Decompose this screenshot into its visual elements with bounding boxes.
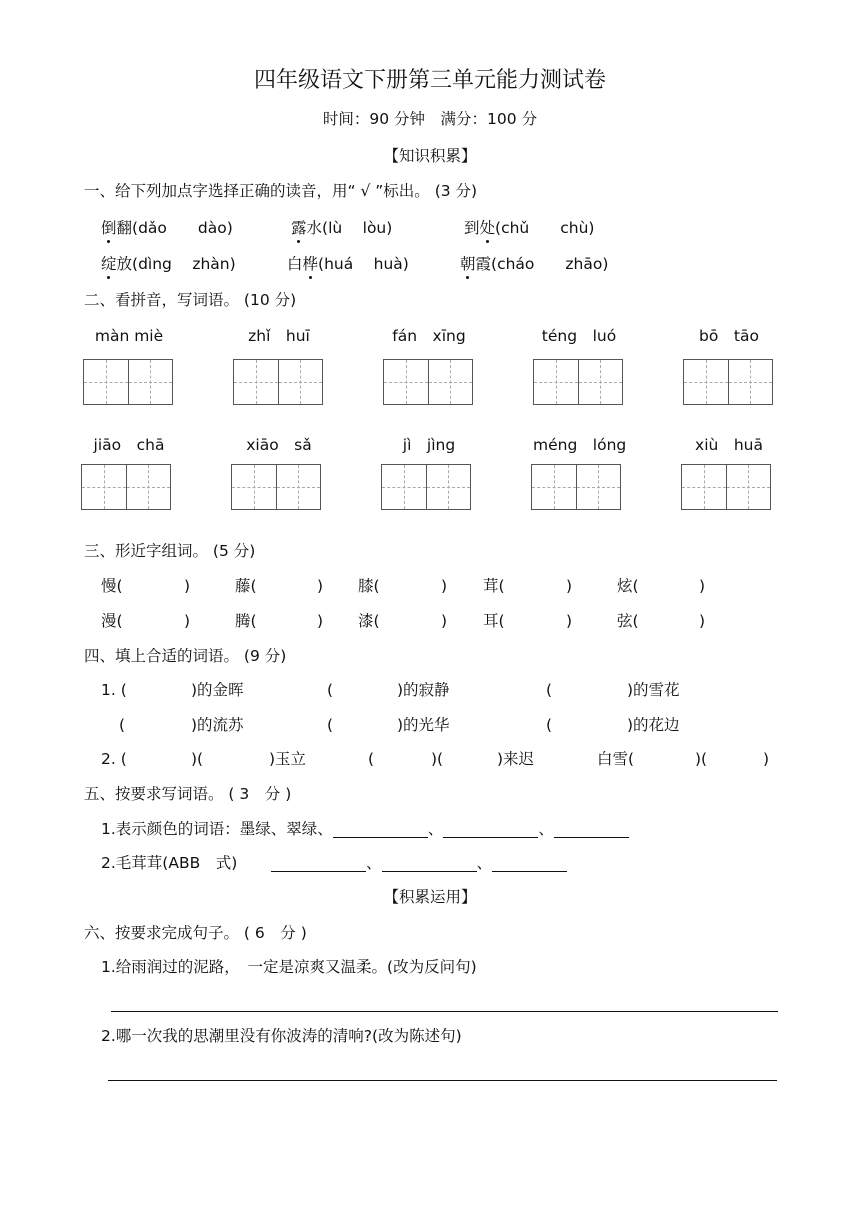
section-apply: 【积累运用】 — [383, 888, 477, 906]
q1-heading: 一、给下列加点字选择正确的读音，用“ √ ”标出。 (3 分) — [84, 182, 478, 200]
grid-cell[interactable] — [277, 465, 321, 509]
q3-answer-slot[interactable] — [647, 612, 697, 630]
q3-answer-slot[interactable] — [388, 612, 439, 630]
separator: 、 — [476, 854, 493, 872]
q4-text: )的雪花 — [627, 681, 680, 699]
q3-char: 炫( — [617, 577, 639, 595]
q2-writing-grid[interactable] — [533, 359, 623, 405]
q1-pinyin-options[interactable]: (chǔ chù) — [495, 219, 595, 237]
q3-answer-slot[interactable] — [388, 577, 439, 595]
q2-writing-grid[interactable] — [383, 359, 473, 405]
q4-text: )的流苏 — [191, 716, 244, 734]
q3-paren-close: ) — [317, 577, 324, 595]
q2-writing-grid[interactable] — [381, 464, 471, 510]
q4-text: ( — [368, 750, 375, 768]
grid-cell[interactable] — [232, 465, 277, 509]
q3-paren-close: ) — [441, 612, 448, 630]
q5-line-2 — [101, 856, 567, 872]
q3-paren-close: ) — [566, 577, 573, 595]
q2-pinyin-label: téng luó — [541, 327, 617, 345]
grid-cell[interactable] — [534, 360, 579, 404]
answer-blank[interactable] — [333, 823, 428, 838]
q3-char: 慢( — [101, 577, 123, 595]
q1-char-post: 霞 — [475, 255, 492, 273]
q4-text: )玉立 — [269, 750, 307, 768]
separator: 、 — [427, 820, 444, 838]
q1-item — [101, 221, 233, 237]
q1-pinyin-options[interactable]: (dǎo dào) — [132, 219, 233, 237]
q5-line-1-text: 1.表示颜色的词语：墨绿、翠绿、 — [101, 820, 333, 838]
q3-char: 漆( — [358, 612, 380, 630]
q4-text: ( — [119, 716, 126, 734]
grid-cell[interactable] — [427, 465, 471, 509]
separator: 、 — [366, 854, 382, 872]
q4-text: )的光华 — [397, 716, 450, 734]
q1-char-post: 翻 — [116, 219, 133, 237]
grid-cell[interactable] — [729, 360, 773, 404]
q6-answer-line-2[interactable] — [108, 1080, 777, 1081]
q6-sentence-2: 2.哪一次我的思潮里没有你波涛的清响?(改为陈述句) — [101, 1027, 462, 1045]
q6-answer-line-1[interactable] — [111, 1011, 778, 1012]
q3-paren-close: ) — [699, 577, 706, 595]
separator: 、 — [538, 820, 554, 838]
q1-dotted-char: 绽 — [101, 255, 117, 273]
q3-paren-close: ) — [441, 577, 448, 595]
grid-cell[interactable] — [382, 465, 427, 509]
q4-text: )的寂静 — [397, 681, 450, 699]
q3-char: 弦( — [617, 612, 639, 630]
grid-cell[interactable] — [577, 465, 621, 509]
q1-dotted-char: 露 — [291, 219, 307, 237]
q2-writing-grid[interactable] — [531, 464, 621, 510]
q2-pinyin-label: fán xīng — [392, 327, 466, 345]
q1-char-post: 放 — [116, 255, 133, 273]
q1-dotted-char: 处 — [479, 219, 496, 237]
q1-char-pre: 到 — [464, 219, 480, 237]
q4-text: ( — [327, 681, 334, 699]
q4-text: )的金晖 — [191, 681, 244, 699]
q3-paren-close: ) — [317, 612, 324, 630]
answer-blank[interactable] — [382, 857, 477, 872]
q3-char: 茸( — [483, 577, 505, 595]
q1-item — [287, 257, 409, 273]
q2-writing-grid[interactable] — [681, 464, 771, 510]
q4-text: )( — [695, 750, 708, 768]
q4-text: )( — [431, 750, 444, 768]
q3-paren-close: ) — [184, 612, 191, 630]
q1-dotted-char: 朝 — [460, 255, 476, 273]
q3-answer-slot[interactable] — [265, 612, 315, 630]
q4-text: ( — [546, 716, 553, 734]
q1-char-post: 水 — [306, 219, 323, 237]
q1-item — [464, 221, 594, 237]
grid-cell[interactable] — [384, 360, 429, 404]
q3-char: 耳( — [483, 612, 505, 630]
q1-char-pre: 白 — [287, 255, 303, 273]
q3-char: 漫( — [101, 612, 123, 630]
q3-char: 藤( — [235, 577, 257, 595]
q3-answer-slot[interactable] — [265, 577, 315, 595]
q6-heading: 六、按要求完成句子。 ( 6 分 ) — [84, 924, 307, 942]
grid-cell[interactable] — [532, 465, 577, 509]
q2-pinyin-label: méng lóng — [533, 436, 627, 454]
q4-text: ) — [763, 750, 770, 768]
answer-blank[interactable] — [443, 823, 538, 838]
q4-text: )( — [191, 750, 204, 768]
q1-pinyin-options[interactable]: (huá huà) — [318, 255, 409, 273]
q5-line-1 — [101, 822, 629, 838]
answer-blank[interactable] — [492, 857, 567, 872]
q2-writing-grid[interactable] — [81, 464, 171, 510]
q3-char: 膝( — [358, 577, 380, 595]
q1-pinyin-options[interactable]: (lù lòu) — [322, 219, 393, 237]
answer-blank[interactable] — [554, 823, 629, 838]
q3-answer-slot[interactable] — [131, 577, 182, 595]
q4-heading: 四、填上合适的词语。 (9 分) — [84, 647, 287, 665]
q1-pinyin-options[interactable]: (dìng zhàn) — [132, 255, 236, 273]
q2-pinyin-label: màn miè — [94, 327, 164, 345]
grid-cell[interactable] — [129, 360, 173, 404]
answer-blank[interactable] — [271, 857, 366, 872]
q2-pinyin-label: xiāo sǎ — [246, 436, 312, 454]
q1-dotted-char: 倒 — [101, 219, 117, 237]
q6-sentence-1: 1.给雨润过的泥路， 一定是凉爽又温柔。(改为反问句) — [101, 958, 477, 976]
grid-cell[interactable] — [727, 465, 771, 509]
q4-text: 2. ( — [101, 750, 127, 768]
section-knowledge: 【知识积累】 — [383, 147, 477, 165]
q2-pinyin-label: bō tāo — [699, 327, 759, 345]
grid-cell[interactable] — [127, 465, 171, 509]
q2-writing-grid[interactable] — [83, 359, 173, 405]
q1-dotted-char: 桦 — [302, 255, 319, 273]
q3-answer-slot[interactable] — [131, 612, 182, 630]
q3-heading: 三、形近字组词。 (5 分) — [84, 542, 256, 560]
exam-meta: 时间：90 分钟 满分：100 分 — [322, 110, 538, 128]
q5-line-2-text: 2.毛茸茸(ABB 式) — [101, 854, 238, 872]
grid-cell[interactable] — [234, 360, 279, 404]
q2-pinyin-label: zhǐ huī — [248, 327, 310, 345]
q4-text: )的花边 — [627, 716, 680, 734]
q4-text: 白雪( — [597, 750, 635, 768]
q2-writing-grid[interactable] — [231, 464, 321, 510]
q2-pinyin-label: xiù huā — [695, 436, 763, 454]
grid-cell[interactable] — [279, 360, 323, 404]
q1-pinyin-options[interactable]: (cháo zhāo) — [491, 255, 609, 273]
page-title: 四年级语文下册第三单元能力测试卷 — [253, 68, 606, 93]
q3-answer-slot[interactable] — [513, 577, 564, 595]
q1-item — [101, 257, 236, 273]
q2-pinyin-label: jì jìng — [402, 436, 456, 454]
q3-paren-close: ) — [184, 577, 191, 595]
grid-cell[interactable] — [684, 360, 729, 404]
q4-text: )来迟 — [497, 750, 535, 768]
q3-paren-close: ) — [699, 612, 706, 630]
q3-answer-slot[interactable] — [647, 577, 697, 595]
grid-cell[interactable] — [579, 360, 623, 404]
q2-heading: 二、看拼音，写词语。 (10 分) — [84, 291, 297, 309]
q4-text: ( — [546, 681, 553, 699]
q4-text: 1. ( — [101, 681, 127, 699]
grid-cell[interactable] — [429, 360, 473, 404]
q3-char: 腾( — [235, 612, 257, 630]
q3-paren-close: ) — [566, 612, 573, 630]
grid-cell[interactable] — [82, 465, 127, 509]
grid-cell[interactable] — [84, 360, 129, 404]
grid-cell[interactable] — [682, 465, 727, 509]
q1-item — [460, 257, 608, 273]
q2-pinyin-label: jiāo chā — [93, 436, 165, 454]
q4-text: ( — [327, 716, 334, 734]
q2-writing-grid[interactable] — [233, 359, 323, 405]
q3-answer-slot[interactable] — [513, 612, 564, 630]
q1-item — [291, 221, 392, 237]
q5-heading: 五、按要求写词语。 ( 3 分 ) — [84, 785, 292, 803]
q2-writing-grid[interactable] — [683, 359, 773, 405]
